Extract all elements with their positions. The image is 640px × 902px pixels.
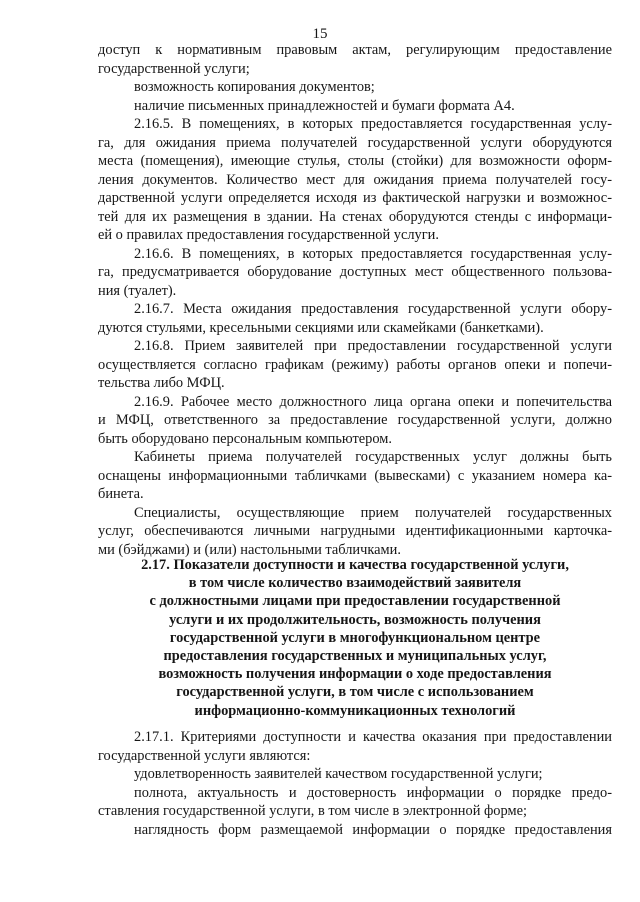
text-line: 2.16.7. Места ожидания предоставления государственной услуги обору- [134, 301, 612, 317]
text-line: места (помещения), имеющие стулья, столы (стойки) для возможности оформ- [98, 153, 612, 169]
text-line: ей о правилах предоставления государственной услуги. [98, 227, 439, 243]
text-line: осуществляется согласно графикам (режиму) работы органов опеки и попечи- [98, 356, 612, 373]
text-line: га, предусматривается оборудование доступных мест общественного пользова- [98, 264, 612, 280]
text-line: услуг, обеспечиваются личными нагрудными идентификационными карточка- [98, 523, 612, 539]
heading-line: возможность получения информации о ходе предоставления [158, 666, 552, 683]
heading-line: информационно-коммуникационных технологий [194, 702, 516, 719]
text-line: ми (бэйджами) и (или) настольными табличками. [98, 541, 401, 558]
text-line: ния (туалет). [98, 282, 177, 299]
text-line: 2.16.6. В помещениях, в которых предоставляется государственная услу- [134, 245, 612, 262]
text-line: и МФЦ, ответственного за предоставление государственной услуги, должно [98, 412, 612, 428]
text-line: 2.16.8. Прием заявителей при предоставлении государственной услуги [134, 338, 612, 354]
text-line: полнота, актуальность и достоверность информации о порядке предо- [134, 784, 612, 801]
text-line: тельства либо МФЦ. [98, 375, 225, 391]
section-heading [98, 556, 612, 720]
heading-line: государственной услуги, в том числе с использованием [176, 684, 534, 701]
heading-line: услуги и их продолжительность, возможность получения [169, 611, 541, 628]
text-line: га, для ожидания приема получателей государственной услуги оборудуются [98, 134, 612, 151]
text-line: 2.16.9. Рабочее место должностного лица органа опеки и попечительства [134, 393, 612, 410]
text-line: ставления государственной услуги, в том числе в электронной форме; [98, 803, 527, 819]
heading-line: 2.17. Показатели доступности и качества государственной услуги, [141, 557, 569, 573]
text-line: Специалисты, осуществляющие прием получателей государственных [134, 504, 612, 521]
text-line: дарственной услуги определяется исходя из фактической нагрузки и возможнос- [98, 190, 612, 206]
text-line: оснащены информационными табличками (вывесками) с указанием номера ка- [98, 467, 612, 484]
text-line: наглядность форм размещаемой информации о порядке предоставления [134, 821, 612, 838]
text-line: дуются стульями, кресельными секциями или скамейками (банкетками). [98, 319, 544, 336]
text-line: государственной услуги являются: [98, 747, 311, 764]
text-line: быть оборудовано персональным компьютером. [98, 430, 392, 447]
text-line: 2.17.1. Критериями доступности и качества оказания при предоставлении [134, 729, 612, 745]
text-line: доступ к нормативным правовым актам, регулирующим предоставление [98, 42, 612, 58]
text-line: тей для их размещения в здании. На стенах оборудуются стенды с информаци- [98, 208, 612, 225]
text-line: ления документов. Количество мест для ожидания приема получателей госу- [98, 171, 612, 188]
text-line: 2.16.5. В помещениях, в которых предоставляется государственная услу- [134, 116, 612, 132]
text-line: бинета. [98, 486, 144, 502]
heading-line: государственной услуги в многофункциональном центре [169, 629, 541, 646]
text-line: Кабинеты приема получателей государственных услуг должны быть [134, 449, 612, 465]
body-text-top [98, 41, 612, 559]
text-line: наличие письменных принадлежностей и бумаги формата А4. [134, 97, 515, 114]
text-line: удовлетворенность заявителей качеством государственной услуги; [134, 766, 543, 782]
page-number: 15 [312, 26, 328, 42]
text-line: государственной услуги; [98, 60, 250, 77]
text-line: возможность копирования документов; [134, 79, 375, 95]
heading-line: предоставления государственных и муниципальных услуг, [163, 648, 547, 665]
heading-line: в том числе количество взаимодействий заявителя [188, 575, 522, 592]
body-text-bottom [98, 728, 612, 839]
heading-line: с должностными лицами при предоставлении государственной [149, 593, 561, 610]
